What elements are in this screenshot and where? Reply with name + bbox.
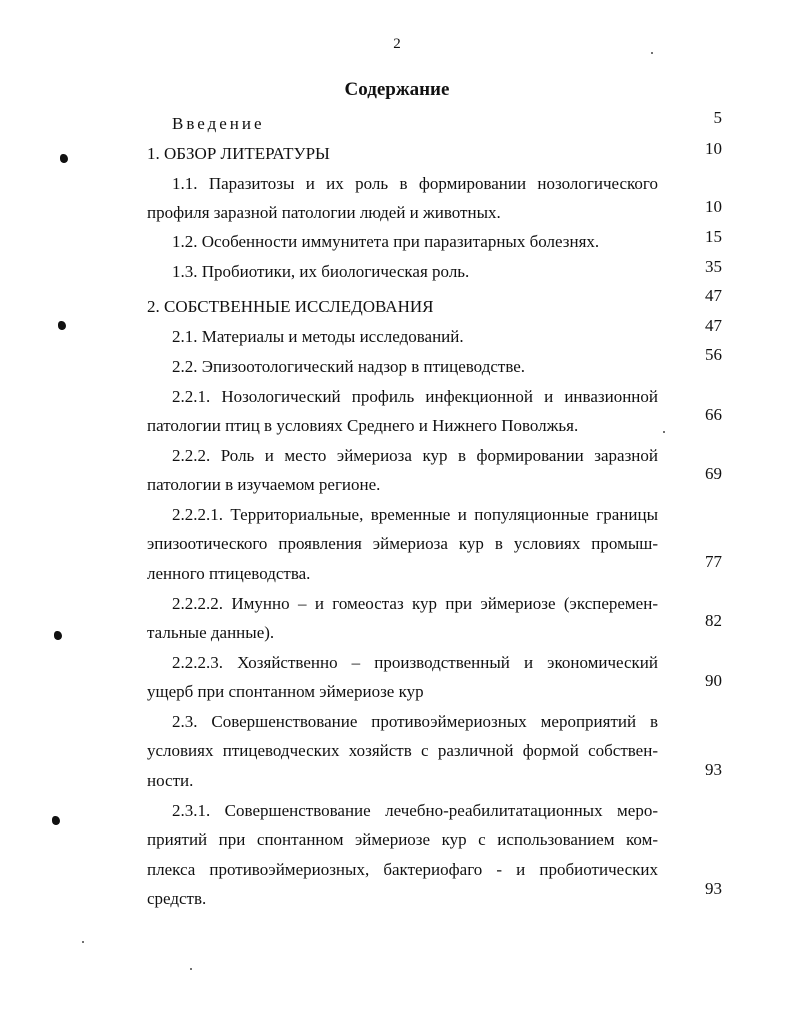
page-ref: 90	[705, 671, 722, 690]
page-ref: 47	[705, 316, 722, 335]
toc-line: эпизоотического проявления эймериоза кур в условиях промыш-	[147, 534, 658, 553]
scan-mark	[54, 631, 62, 640]
scan-mark	[60, 154, 68, 163]
toc-section-2: 2. СОБСТВЕННЫЕ ИССЛЕДОВАНИЯ	[147, 297, 434, 316]
toc-line: 2.2.2.2. Имунно – и гомеостаз кур при эймериозе (эксперемен-	[172, 594, 658, 613]
page-ref: 66	[705, 405, 722, 424]
page-ref: 69	[705, 464, 722, 483]
toc-line: плекса противоэймериозных, бактериофаго - и пробиотических	[147, 860, 658, 879]
toc-line: 1.3. Пробиотики, их биологическая роль.	[172, 262, 470, 281]
toc-line: 2.2.1. Нозологический профиль инфекционной и инвазионной	[172, 387, 658, 406]
toc-line: ности.	[147, 771, 194, 790]
toc-line: средств.	[147, 889, 207, 908]
toc-line: приятий при спонтанном эймериозе кур с использованием ком-	[147, 830, 658, 849]
page-ref: 56	[705, 345, 722, 364]
page-title: Содержание	[344, 79, 450, 100]
toc-line: 2.1. Материалы и методы исследований.	[172, 327, 464, 346]
page-ref: 15	[705, 227, 722, 246]
page-ref: 82	[705, 611, 722, 630]
toc-section-1: 1. ОБЗОР ЛИТЕРАТУРЫ	[147, 144, 330, 163]
scan-mark	[52, 816, 60, 825]
page-ref: 93	[705, 879, 722, 898]
page-ref: 5	[713, 108, 722, 127]
toc-line: патологии в изучаемом регионе.	[147, 475, 381, 494]
toc-line: ущерб при спонтанном эймериозе кур	[147, 682, 424, 701]
scan-dot	[651, 52, 653, 54]
toc-line: ленного птицеводства.	[147, 564, 311, 583]
toc-line: 2.3. Совершенствование противоэймериозных мероприятий в	[172, 712, 658, 731]
toc-line: 2.2.2.1. Территориальные, временные и популяционные границы	[172, 505, 658, 524]
toc-line: профиля заразной патологии людей и животных.	[147, 203, 501, 222]
page-number: 2	[393, 36, 401, 52]
toc-line: патологии птиц в условиях Среднего и Нижнего Поволжья.	[147, 416, 579, 435]
toc-line: 2.2.2.3. Хозяйственно – производственный и экономический	[172, 653, 658, 672]
page-ref: 93	[705, 760, 722, 779]
page-ref: 10	[705, 197, 722, 216]
scan-dot	[190, 968, 192, 970]
page-ref: 10	[705, 139, 722, 158]
toc-line: тальные данные).	[147, 623, 275, 642]
toc-line: 2.2.2. Роль и место эймериоза кур в формировании заразной	[172, 446, 658, 465]
toc-intro: Введение	[172, 114, 265, 133]
scan-dot	[82, 941, 84, 943]
toc-line: 1.1. Паразитозы и их роль в формировании нозологического	[172, 174, 658, 193]
page-ref: 47	[705, 286, 722, 305]
toc-line: условиях птицеводческих хозяйств с различной формой собствен-	[147, 741, 658, 760]
toc-line: 2.3.1. Совершенствование лечебно-реабилитатационных меро-	[172, 801, 658, 820]
toc-line: 1.2. Особенности иммунитета при паразитарных болезнях.	[172, 232, 600, 251]
scan-mark	[58, 321, 66, 330]
page-ref: 35	[705, 257, 722, 276]
page-ref: 77	[705, 552, 722, 571]
toc-line: 2.2. Эпизоотологический надзор в птицеводстве.	[172, 357, 526, 376]
scan-dot	[663, 431, 665, 433]
